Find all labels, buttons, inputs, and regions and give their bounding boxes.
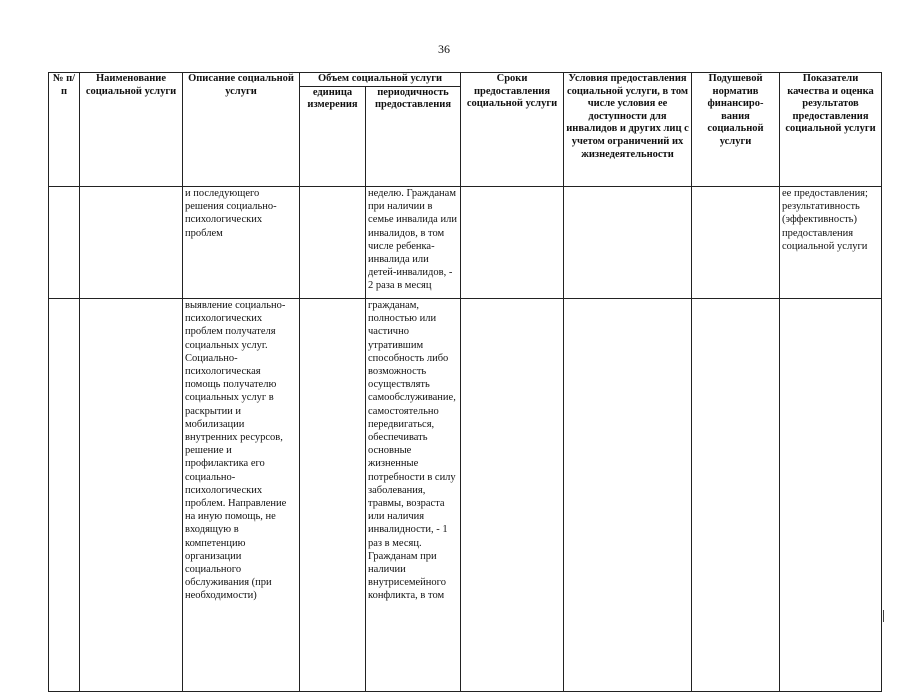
- header-name: Наименование социальной услуги: [80, 73, 183, 187]
- cell-periodicity: гражданам, полностью или частично утратившим способность либо возможность осуществлять самообслуживание, самостоятельно передвигаться, обеспечивать основные жизненные потребности в силу заболевания, травмы, возраста или наличия инвалидности, - 1 раз в месяц. Гражданам при наличии внутрисемейного конфликта, в том: [366, 299, 461, 692]
- page-number: 36: [438, 42, 450, 56]
- header-num: № п/п: [49, 73, 80, 187]
- cell-conditions: [564, 299, 692, 692]
- cell-indicators: [780, 299, 882, 692]
- cell-terms: [461, 299, 564, 692]
- header-norm: Подушевой норматив финансиро-вания социальной услуги: [692, 73, 780, 187]
- cell-conditions: [564, 187, 692, 299]
- cell-description: и последующего решения социально-психологических проблем: [183, 187, 300, 299]
- cell-name: [80, 187, 183, 299]
- header-row-1: [49, 73, 882, 87]
- header-description: Описание социальной услуги: [183, 73, 300, 187]
- header-indicators: Показатели качества и оценка результатов предоставления социальной услуги: [780, 73, 882, 187]
- cell-unit: [300, 187, 366, 299]
- table-row: [49, 299, 882, 692]
- cell-description: выявление социально-психологических проблем получателя социальных услуг. Социально-психологическая помощь получателю социальных услуг в раскрытии и мобилизации внутренних ресурсов, решение и профилактика его социально-психологических проблем. Направление на иную помощь, не входящую в компетенцию организации социального обслуживания (при необходимости): [183, 299, 300, 692]
- social-services-table: [48, 72, 882, 692]
- header-periodicity: периодичность предоставления: [366, 86, 461, 186]
- table-row: [49, 187, 882, 299]
- cell-norm: [692, 187, 780, 299]
- header-unit: единица измерения: [300, 86, 366, 186]
- header-conditions: Условия предоставления социальной услуги, в том числе условия ее доступности для инвалидов и других лиц с учетом ограничений их жизнедеятельности: [564, 73, 692, 187]
- cell-name: [80, 299, 183, 692]
- cell-periodicity: неделю. Гражданам при наличии в семье инвалида или инвалидов, в том числе ребенка-инвалида или детей-инвалидов, - 2 раза в месяц: [366, 187, 461, 299]
- cell-num: [49, 187, 80, 299]
- cell-norm: [692, 299, 780, 692]
- cell-num: [49, 299, 80, 692]
- header-terms: Сроки предоставления социальной услуги: [461, 73, 564, 187]
- cell-indicators: ее предоставления; результативность (эффективность) предоставления социальной услуги: [780, 187, 882, 299]
- cell-terms: [461, 187, 564, 299]
- scan-edge-mark: [883, 610, 884, 622]
- cell-unit: [300, 299, 366, 692]
- header-volume-group: Объем социальной услуги: [300, 73, 461, 87]
